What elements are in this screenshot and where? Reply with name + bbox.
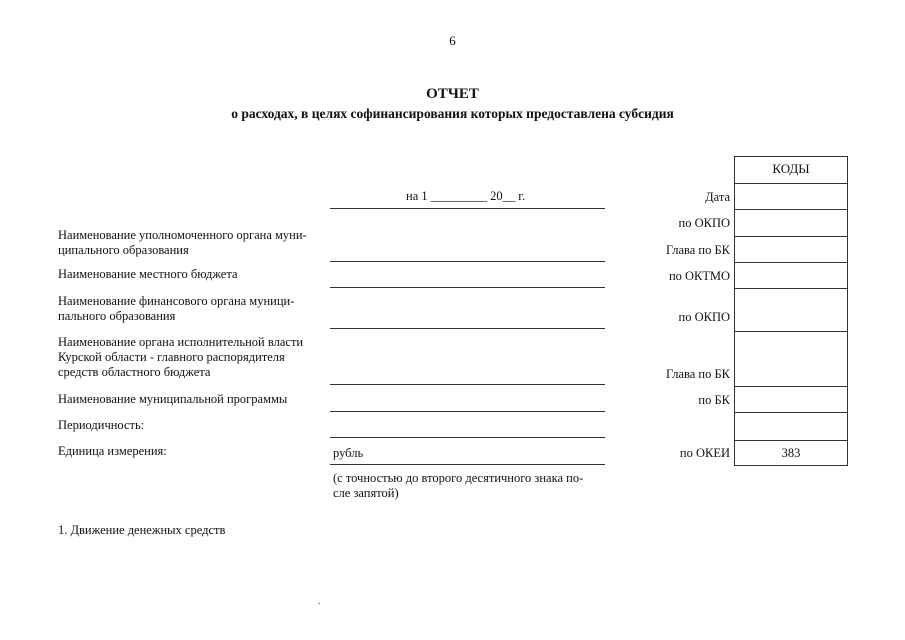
field-label-line: пального образования xyxy=(58,309,176,323)
code-cell-okei[interactable]: 383 xyxy=(781,446,801,460)
field-underline xyxy=(330,261,605,262)
date-suffix: г. xyxy=(518,189,526,203)
code-label-okei: по ОКЕИ xyxy=(679,446,730,460)
codes-divider xyxy=(735,262,847,263)
report-title: ОТЧЕТ xyxy=(426,86,479,102)
field-label-line: Наименование местного бюджета xyxy=(58,267,238,281)
field-underline xyxy=(330,437,605,438)
field-label-line: Наименование муниципальной программы xyxy=(58,392,288,406)
report-subtitle: о расходах, в целях софинансирования которых предоставлена субсидия xyxy=(231,106,674,121)
date-prefix: на 1 xyxy=(406,189,428,203)
field-label-unit xyxy=(58,444,167,459)
field-underline xyxy=(330,411,605,412)
field-label-local-budget xyxy=(58,267,238,282)
code-label-oktmo: по ОКТМО xyxy=(668,269,730,283)
field-underline xyxy=(330,287,605,288)
codes-divider xyxy=(735,288,847,289)
codes-header: КОДЫ xyxy=(772,161,810,176)
field-value-unit[interactable]: рубль xyxy=(333,446,364,460)
codes-table xyxy=(734,156,848,466)
date-year-blank: __ xyxy=(502,189,516,203)
section-heading: 1. Движение денежных средств xyxy=(58,523,226,537)
codes-divider xyxy=(735,331,847,332)
date-underline xyxy=(330,208,605,209)
field-label-executive-body xyxy=(58,335,303,380)
code-label-okpo: по ОКПО xyxy=(678,216,730,230)
code-label-chapter-bk: Глава по БК xyxy=(665,243,730,257)
field-label-municipal-program xyxy=(58,392,287,407)
code-label-chapter-bk-executive: Глава по БК xyxy=(665,367,730,381)
field-underline xyxy=(330,464,605,465)
field-label-line: Наименование уполномоченного органа муни- xyxy=(58,228,307,242)
scan-speck xyxy=(318,603,320,604)
field-label-line: Периодичность: xyxy=(58,418,145,432)
codes-divider xyxy=(735,209,847,210)
field-label-line: Единица измерения: xyxy=(58,444,167,458)
codes-divider xyxy=(735,183,847,184)
field-label-authorized-body xyxy=(58,228,307,258)
date-day-blank: _________ xyxy=(430,189,487,203)
codes-divider xyxy=(735,412,847,413)
field-label-periodicity xyxy=(58,418,144,433)
date-line xyxy=(406,189,525,204)
field-underline xyxy=(330,328,605,329)
codes-divider xyxy=(735,236,847,237)
precision-note-line: (с точностью до второго десятичного знака по- xyxy=(333,471,584,485)
field-label-line: ципального образования xyxy=(58,243,189,257)
codes-divider xyxy=(735,440,847,441)
field-underline xyxy=(330,384,605,385)
date-year: 20 xyxy=(490,189,503,203)
code-label-okpo-financial: по ОКПО xyxy=(678,310,730,324)
field-label-line: Наименование органа исполнительной власти xyxy=(58,335,304,349)
field-label-line: Наименование финансового органа муници- xyxy=(58,294,295,308)
precision-note-line: сле запятой) xyxy=(333,486,399,500)
field-label-line: средств областного бюджета xyxy=(58,365,211,379)
precision-note xyxy=(333,471,583,501)
code-label-bk: по БК xyxy=(698,393,730,407)
code-label-date: Дата xyxy=(705,190,730,204)
field-label-financial-body xyxy=(58,294,294,324)
field-label-line: Курской области - главного распорядителя xyxy=(58,350,285,364)
page-number: 6 xyxy=(449,33,456,48)
codes-divider xyxy=(735,386,847,387)
